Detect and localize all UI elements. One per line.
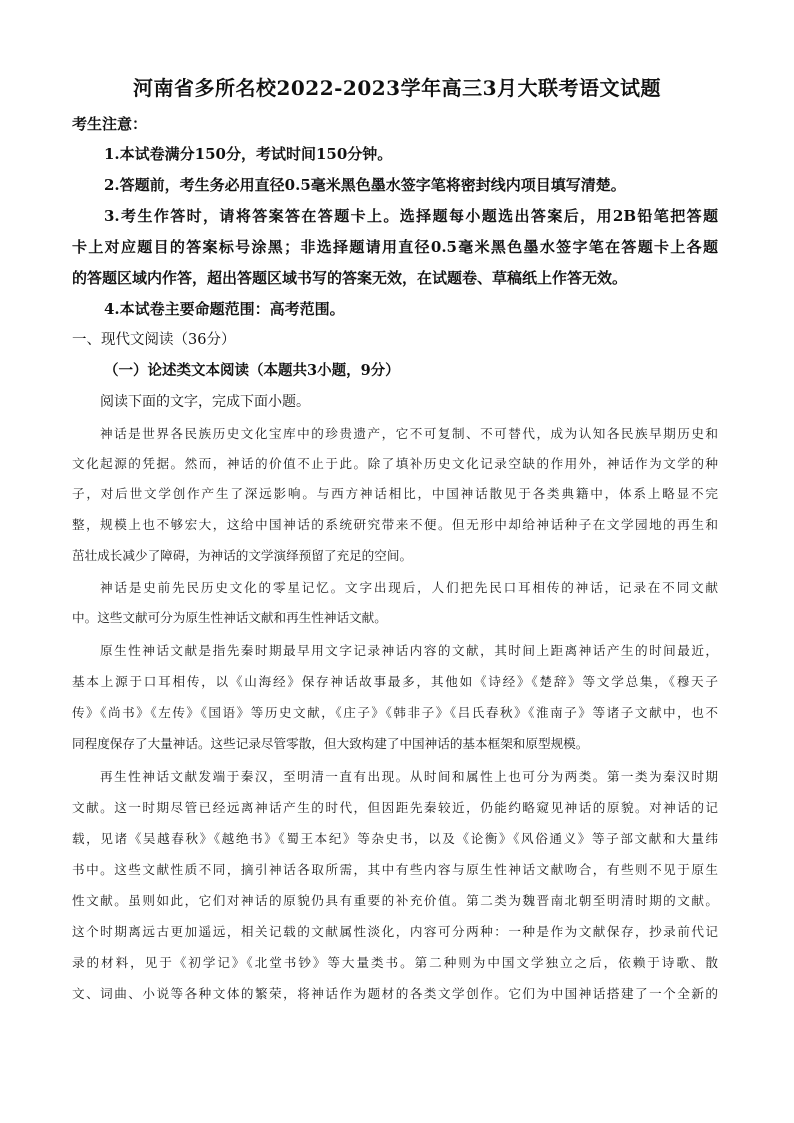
passage-line: 性文献。虽则如此，它们对神话的原貌仍具有重要的补充价值。第二类为魏晋南北朝至明清时期的文献。 [72,893,718,908]
passage-line: 子，对后世文学创作产生了深远影响。与西方神话相比，中国神话散见于各类典籍中，体系上略显不完 [72,486,718,501]
passage-line: 录的材料，见于《初学记》《北堂书钞》等大量类书。第二种则为中国文学独立之后，依赖于诗歌、散 [72,955,718,970]
section-heading: 一、现代文阅读（36分） [72,332,236,348]
passage-line: 文、词曲、小说等各种文体的繁荣，将神话作为题材的各类文学创作。它们为中国神话搭建了一个全新的 [72,986,718,1001]
passage-line: 基本上源于口耳相传，以《山海经》保存神话故事最多，其他如《诗经》《楚辞》等文学总集，《穆天子 [72,674,718,689]
subsection-heading: （一）论述类文本阅读（本题共3小题，9分） [104,362,400,379]
notice-heading: 考生注意： [72,115,148,133]
reading-instruction: 阅读下面的文字，完成下面小题。 [100,394,310,410]
notice-item-3-line-3: 的答题区域内作答，超出答题区域书写的答案无效，在试题卷、草稿纸上作答无效。 [72,269,628,287]
notice-item-3-line-1: 3.考生作答时，请将答案答在答题卡上。选择题每小题选出答案后，用2B铅笔把答题 [104,207,718,225]
passage-line: 原生性神话文献是指先秦时期最早用文字记录神话内容的文献，其时间上距离神话产生的时间最近， [100,643,718,658]
passage-line: 载，见诸《吴越春秋》《越绝书》《蜀王本纪》等杂史书，以及《论衡》《风俗通义》等子部文献和大量纬 [72,831,718,846]
passage-line: 文化起源的凭据。然而，神话的价值不止于此。除了填补历史文化记录空缺的作用外，神话作为文学的种 [72,456,718,471]
passage-line: 文献。这一时期尽管已经远离神话产生的时代，但因距先秦较近，仍能约略窥见神话的原貌。对神话的记 [72,800,718,815]
passage-line: 神话是世界各民族历史文化宝库中的珍贵遗产，它不可复制、不可替代，成为认知各民族早期历史和 [100,426,718,441]
passage-line: 茁壮成长减少了障碍，为神话的文学演绎预留了充足的空间。 [72,548,413,563]
passage-line: 同程度保存了大量神话。这些记录尽管零散，但大致构建了中国神话的基本框架和原型规模。 [72,736,589,751]
passage-line: 整，规模上也不够宏大，这给中国神话的系统研究带来不便。但无形中却给神话种子在文学园地的再生和 [72,517,718,532]
passage-line: 书中。这些文献性质不同，摘引神话各取所需，其中有些内容与原生性神话文献吻合，有些则不见于原生 [72,862,718,877]
page-title: 河南省多所名校2022-2023学年高三3月大联考语文试题 [132,76,662,100]
passage-line: 传》《尚书》《左传》《国语》等历史文献，《庄子》《韩非子》《吕氏春秋》《淮南子》等诸子文献中，也不 [72,705,718,720]
notice-item-1: 1.本试卷满分150分，考试时间150分钟。 [104,145,393,163]
notice-item-3-line-2: 卡上对应题目的答案标号涂黑；非选择题请用直径0.5毫米黑色墨水签字笔在答题卡上各题 [72,238,718,256]
passage-line: 这个时期离远古更加遥远，相关记载的文献属性淡化，内容可分两种：一种是作为文献保存，抄录前代记 [72,924,718,939]
notice-item-2: 2.答题前，考生务必用直径0.5毫米黑色墨水签字笔将密封线内项目填写清楚。 [104,176,626,194]
passage-line: 再生性神话文献发端于秦汉，至明清一直有出现。从时间和属性上也可分为两类。第一类为秦汉时期 [100,769,718,784]
notice-item-4: 4.本试卷主要命题范围：高考范围。 [104,300,345,318]
passage-line: 神话是史前先民历史文化的零星记忆。文字出现后，人们把先民口耳相传的神话，记录在不同文献 [100,580,718,595]
passage-line: 中。这些文献可分为原生性神话文献和再生性神话文献。 [72,610,387,625]
